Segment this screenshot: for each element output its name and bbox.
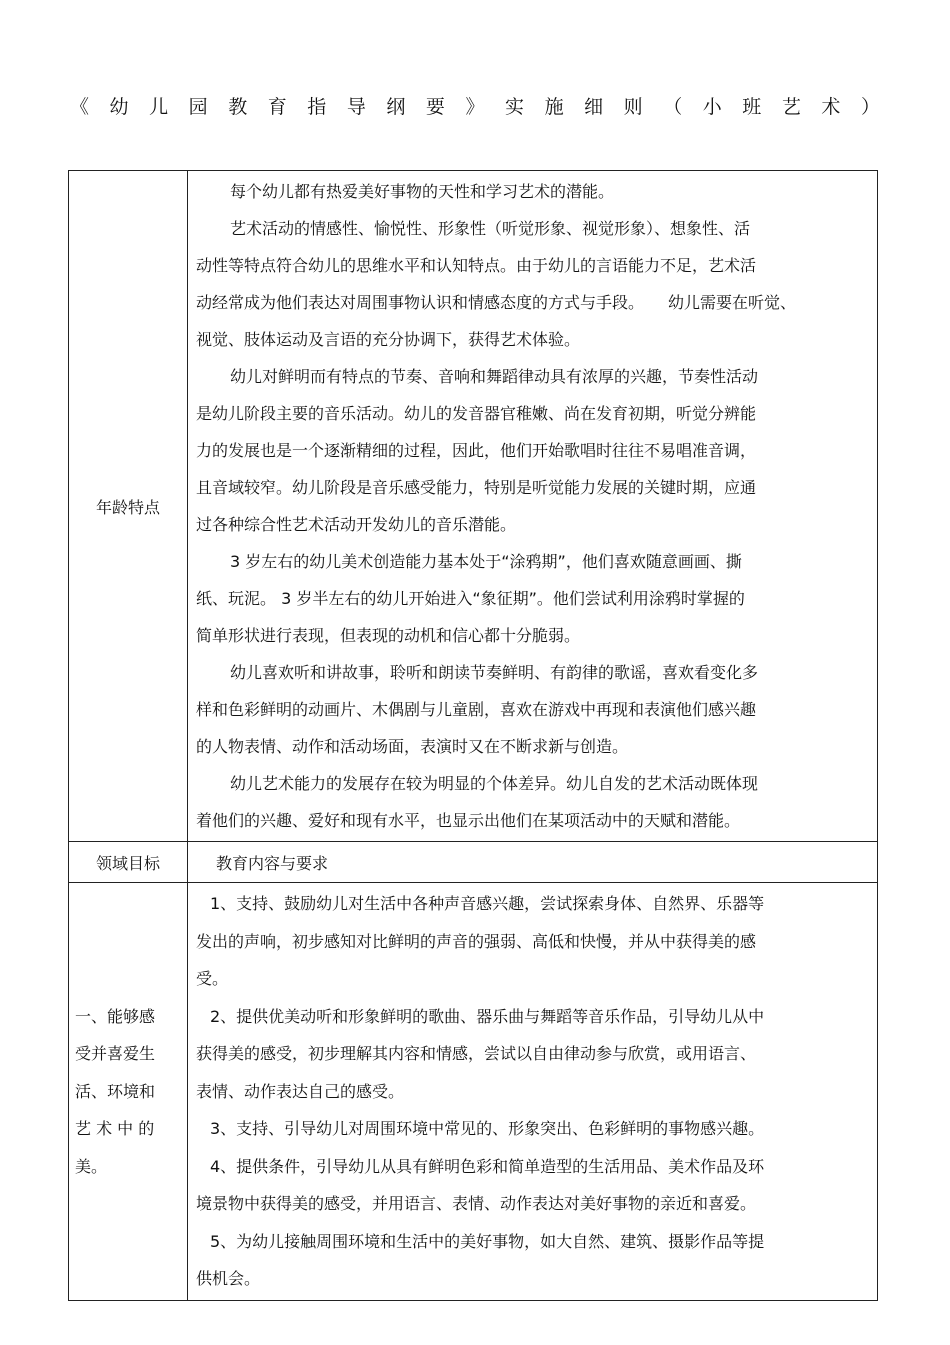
domain-goal-header: 领域目标 [69, 842, 188, 883]
goal-label-line: 受并喜爱生 [75, 1044, 156, 1063]
title-char: 要 [425, 96, 445, 118]
goal-one-content [188, 883, 878, 1301]
title-char: 施 [544, 96, 564, 118]
requirement-line: 受。 [196, 969, 229, 988]
title-char: 《 [70, 96, 90, 118]
title-char: 育 [267, 96, 287, 118]
requirement-line: 5、为幼儿接触周围环境和生活中的美好事物，如大自然、建筑、摄影作品等提 [210, 1231, 765, 1251]
paragraph-line: 纸、玩泥。 3 岁半左右的幼儿开始进入“象征期”。他们尝试利用涂鸦时掌握的 [196, 589, 745, 608]
title-char: 实 [505, 96, 525, 118]
age-characteristics-label: 年龄特点 [69, 171, 188, 842]
title-char: 指 [307, 96, 327, 118]
paragraph-line: 幼儿对鲜明而有特点的节奏、音响和舞蹈律动具有浓厚的兴趣，节奏性活动 [230, 367, 759, 386]
paragraph-line: 视觉、肢体运动及言语的充分协调下，获得艺术体验。 [196, 330, 581, 349]
title-char: 》 [465, 96, 485, 118]
paragraph-line: 每个幼儿都有热爱美好事物的天性和学习艺术的潜能。 [230, 182, 615, 201]
content-requirements-header: 教育内容与要求 [188, 842, 878, 883]
paragraph-line: 且音域较窄。幼儿阶段是音乐感受能力，特别是听觉能力发展的关键时期，应通 [196, 478, 757, 497]
paragraph-line: 幼儿艺术能力的发展存在较为明显的个体差异。幼儿自发的艺术活动既体现 [230, 774, 759, 793]
requirement-line: 3、支持、引导幼儿对周围环境中常见的、形象突出、色彩鲜明的事物感兴趣。 [210, 1119, 765, 1138]
title-char: 细 [584, 96, 604, 118]
title-char: 艺 [781, 96, 801, 118]
paragraph-line: 样和色彩鲜明的动画片、木偶剧与儿童剧，喜欢在游戏中再现和表演他们感兴趣 [196, 700, 757, 719]
title-char: 纲 [386, 96, 406, 118]
title-char: 导 [346, 96, 366, 118]
paragraph-line: 是幼儿阶段主要的音乐活动。幼儿的发音器官稚嫩、尚在发育初期，听觉分辨能 [196, 404, 757, 423]
paragraph-line: 力的发展也是一个逐渐精细的过程，因此，他们开始歌唱时往往不易唱准音调， [196, 441, 757, 460]
paragraph-line: 动性等特点符合幼儿的思维水平和认知特点。由于幼儿的言语能力不足，艺术活 [196, 256, 757, 275]
requirement-line: 2、提供优美动听和形象鲜明的歌曲、器乐曲与舞蹈等音乐作品，引导幼儿从中 [210, 1006, 765, 1026]
title-char: 教 [228, 96, 248, 118]
title-char: 班 [742, 96, 762, 118]
paragraph-line: 幼儿喜欢听和讲故事，聆听和朗读节奏鲜明、有韵律的歌谣，喜欢看变化多 [230, 663, 759, 682]
title-char: （ [663, 96, 683, 118]
requirement-line: 获得美的感受，初步理解其内容和情感，尝试以自由律动参与欣赏，或用语言、 [196, 1044, 757, 1063]
paragraph-line: 着他们的兴趣、爱好和现有水平，也显示出他们在某项活动中的天赋和潜能。 [196, 811, 741, 830]
paragraph-line: 艺术活动的情感性、愉悦性、形象性（听觉形象、视觉形象）、想象性、活 [230, 219, 751, 238]
goal-label-line: 美。 [75, 1156, 108, 1176]
goal-label-line: 一、能够感 [75, 1006, 156, 1026]
requirement-line: 表情、动作表达自己的感受。 [196, 1081, 405, 1101]
title-char: 园 [188, 96, 208, 118]
paragraph-line: 3 岁左右的幼儿美术创造能力基本处于“涂鸦期”，他们喜欢随意画画、撕 [230, 552, 742, 571]
paragraph-line: 动经常成为他们表达对周围事物认识和情感态度的方式与手段。 幼儿需要在听觉、 [196, 293, 797, 312]
goal-label-line: 活、环境和 [75, 1081, 156, 1101]
requirement-line: 4、提供条件，引导幼儿从具有鲜明色彩和简单造型的生活用品、美术作品及环 [210, 1156, 765, 1176]
paragraph-line: 过各种综合性艺术活动开发幼儿的音乐潜能。 [196, 515, 517, 534]
requirement-line: 境景物中获得美的感受，并用语言、表情、动作表达对美好事物的亲近和喜爱。 [196, 1194, 757, 1213]
title-char: 幼 [109, 96, 129, 118]
header-row [69, 842, 878, 883]
requirement-line: 供机会。 [196, 1269, 261, 1288]
curriculum-table [68, 170, 878, 1301]
age-characteristics-row [69, 171, 878, 842]
age-characteristics-content [188, 171, 878, 842]
title-char: 小 [702, 96, 722, 118]
title-char: ） [860, 96, 880, 118]
paragraph-line: 的人物表情、动作和活动场面，表演时又在不断求新与创造。 [196, 737, 629, 756]
goal-one-label [69, 883, 188, 1301]
goal-one-row [69, 883, 878, 1301]
title-char: 儿 [149, 96, 169, 118]
paragraph-line: 简单形状进行表现，但表现的动机和信心都十分脆弱。 [196, 626, 581, 645]
goal-label-line: 艺 术 中 的 [75, 1119, 155, 1138]
document-title [70, 93, 880, 121]
requirement-line: 1、支持、鼓励幼儿对生活中各种声音感兴趣，尝试探索身体、自然界、乐器等 [210, 894, 765, 913]
title-char: 术 [821, 96, 841, 118]
title-char: 则 [623, 96, 643, 118]
requirement-line: 发出的声响，初步感知对比鲜明的声音的强弱、高低和快慢，并从中获得美的感 [196, 931, 757, 951]
